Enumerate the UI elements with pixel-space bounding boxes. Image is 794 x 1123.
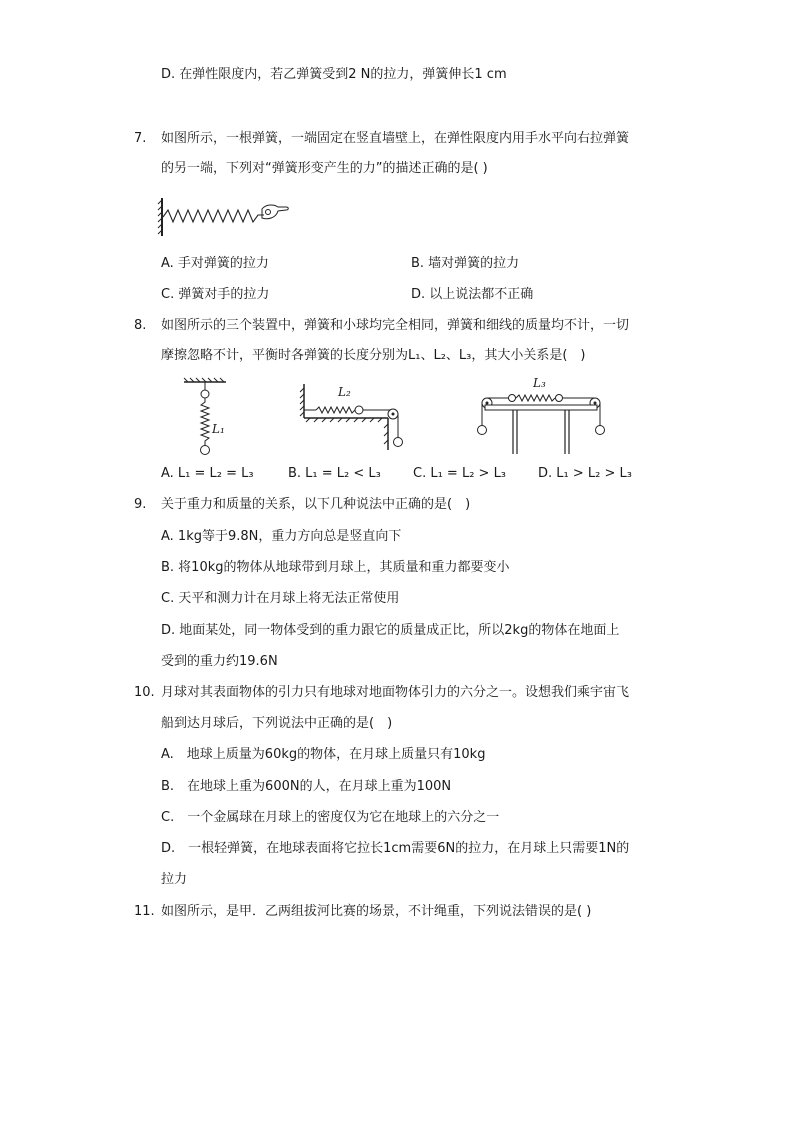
q6-option-d[interactable]: D. 在弹性限度内，若乙弹簧受到2 N的拉力，弹簧伸长1 cm bbox=[161, 67, 507, 82]
q10-option-c[interactable]: C. 一个金属球在月球上的密度仅为它在地球上的六分之一 bbox=[161, 810, 500, 825]
q8-option-c[interactable]: C. L₁ = L₂ > L₃ bbox=[413, 466, 507, 481]
q9-option-b[interactable]: B. 将10kg的物体从地球带到月球上，其质量和重力都要变小 bbox=[161, 560, 510, 575]
q8-figure-3-two-pulleys bbox=[475, 386, 607, 458]
q8-stem-line2: 摩擦忽略不计，平衡时各弹簧的长度分别为L₁、L₂、L₃，其大小关系是( ) bbox=[161, 348, 586, 363]
q10-number: 10. bbox=[134, 685, 155, 700]
q10-stem-line1: 月球对其表面物体的引力只有地球对地面物体引力的六分之一。设想我们乘宇宙飞 bbox=[161, 685, 630, 700]
q9-number: 9. bbox=[134, 497, 147, 512]
q7-spring-wall-figure bbox=[158, 196, 290, 240]
q8-figure-label-l1: L₁ bbox=[212, 422, 225, 436]
q10-option-b[interactable]: B. 在地球上重为600N的人，在月球上重为100N bbox=[161, 779, 452, 794]
q8-figure-label-l3: L₃ bbox=[533, 376, 546, 390]
q7-stem-line2: 的另一端，下列对“弹簧形变产生的力”的描述正确的是( ) bbox=[161, 161, 488, 176]
q9-option-d-line1[interactable]: D. 地面某处，同一物体受到的重力跟它的质量成正比，所以2kg的物体在地面上 bbox=[161, 623, 620, 638]
q9-option-c[interactable]: C. 天平和测力计在月球上将无法正常使用 bbox=[161, 591, 400, 606]
q7-option-c[interactable]: C. 弹簧对手的拉力 bbox=[161, 287, 270, 302]
q7-stem-line1: 如图所示，一根弹簧，一端固定在竖直墙壁上，在弹性限度内用手水平向右拉弹簧 bbox=[161, 131, 630, 146]
q8-figure-label-l2: L₂ bbox=[338, 385, 351, 399]
q8-option-d[interactable]: D. L₁ > L₂ > L₃ bbox=[538, 466, 632, 481]
q8-figure-1-hanging-spring bbox=[180, 378, 230, 456]
q8-number: 8. bbox=[134, 318, 147, 333]
q9-option-a[interactable]: A. 1kg等于9.8N，重力方向总是竖直向下 bbox=[161, 529, 402, 544]
q7-number: 7. bbox=[134, 131, 147, 146]
q10-stem-line2: 船到达月球后，下列说法中正确的是( ) bbox=[161, 716, 393, 731]
q7-option-b[interactable]: B. 墙对弹簧的拉力 bbox=[411, 256, 520, 271]
q7-option-a[interactable]: A. 手对弹簧的拉力 bbox=[161, 256, 269, 271]
q10-option-d-line1[interactable]: D. 一根轻弹簧，在地球表面将它拉长1cm需要6N的拉力，在月球上只需要1N的 bbox=[161, 841, 630, 856]
q7-option-d[interactable]: D. 以上说法都不正确 bbox=[411, 287, 534, 302]
q9-stem: 关于重力和质量的关系，以下几种说法中正确的是( ) bbox=[161, 497, 471, 512]
q10-option-d-line2[interactable]: 拉力 bbox=[161, 872, 188, 887]
q8-option-a[interactable]: A. L₁ = L₂ = L₃ bbox=[161, 466, 254, 481]
q9-option-d-line2[interactable]: 受到的重力约19.6N bbox=[161, 654, 278, 669]
q11-stem: 如图所示，是甲．乙两组拔河比赛的场景，不计绳重，下列说法错误的是( ) bbox=[161, 904, 592, 919]
q8-stem-line1: 如图所示的三个装置中，弹簧和小球均完全相同，弹簧和细线的质量均不计，一切 bbox=[161, 318, 630, 333]
q8-figure-2-pulley-spring bbox=[298, 380, 408, 452]
q10-option-a[interactable]: A. 地球上质量为60kg的物体，在月球上质量只有10kg bbox=[161, 747, 486, 762]
q11-number: 11. bbox=[134, 904, 155, 919]
q8-option-b[interactable]: B. L₁ = L₂ < L₃ bbox=[288, 466, 381, 481]
